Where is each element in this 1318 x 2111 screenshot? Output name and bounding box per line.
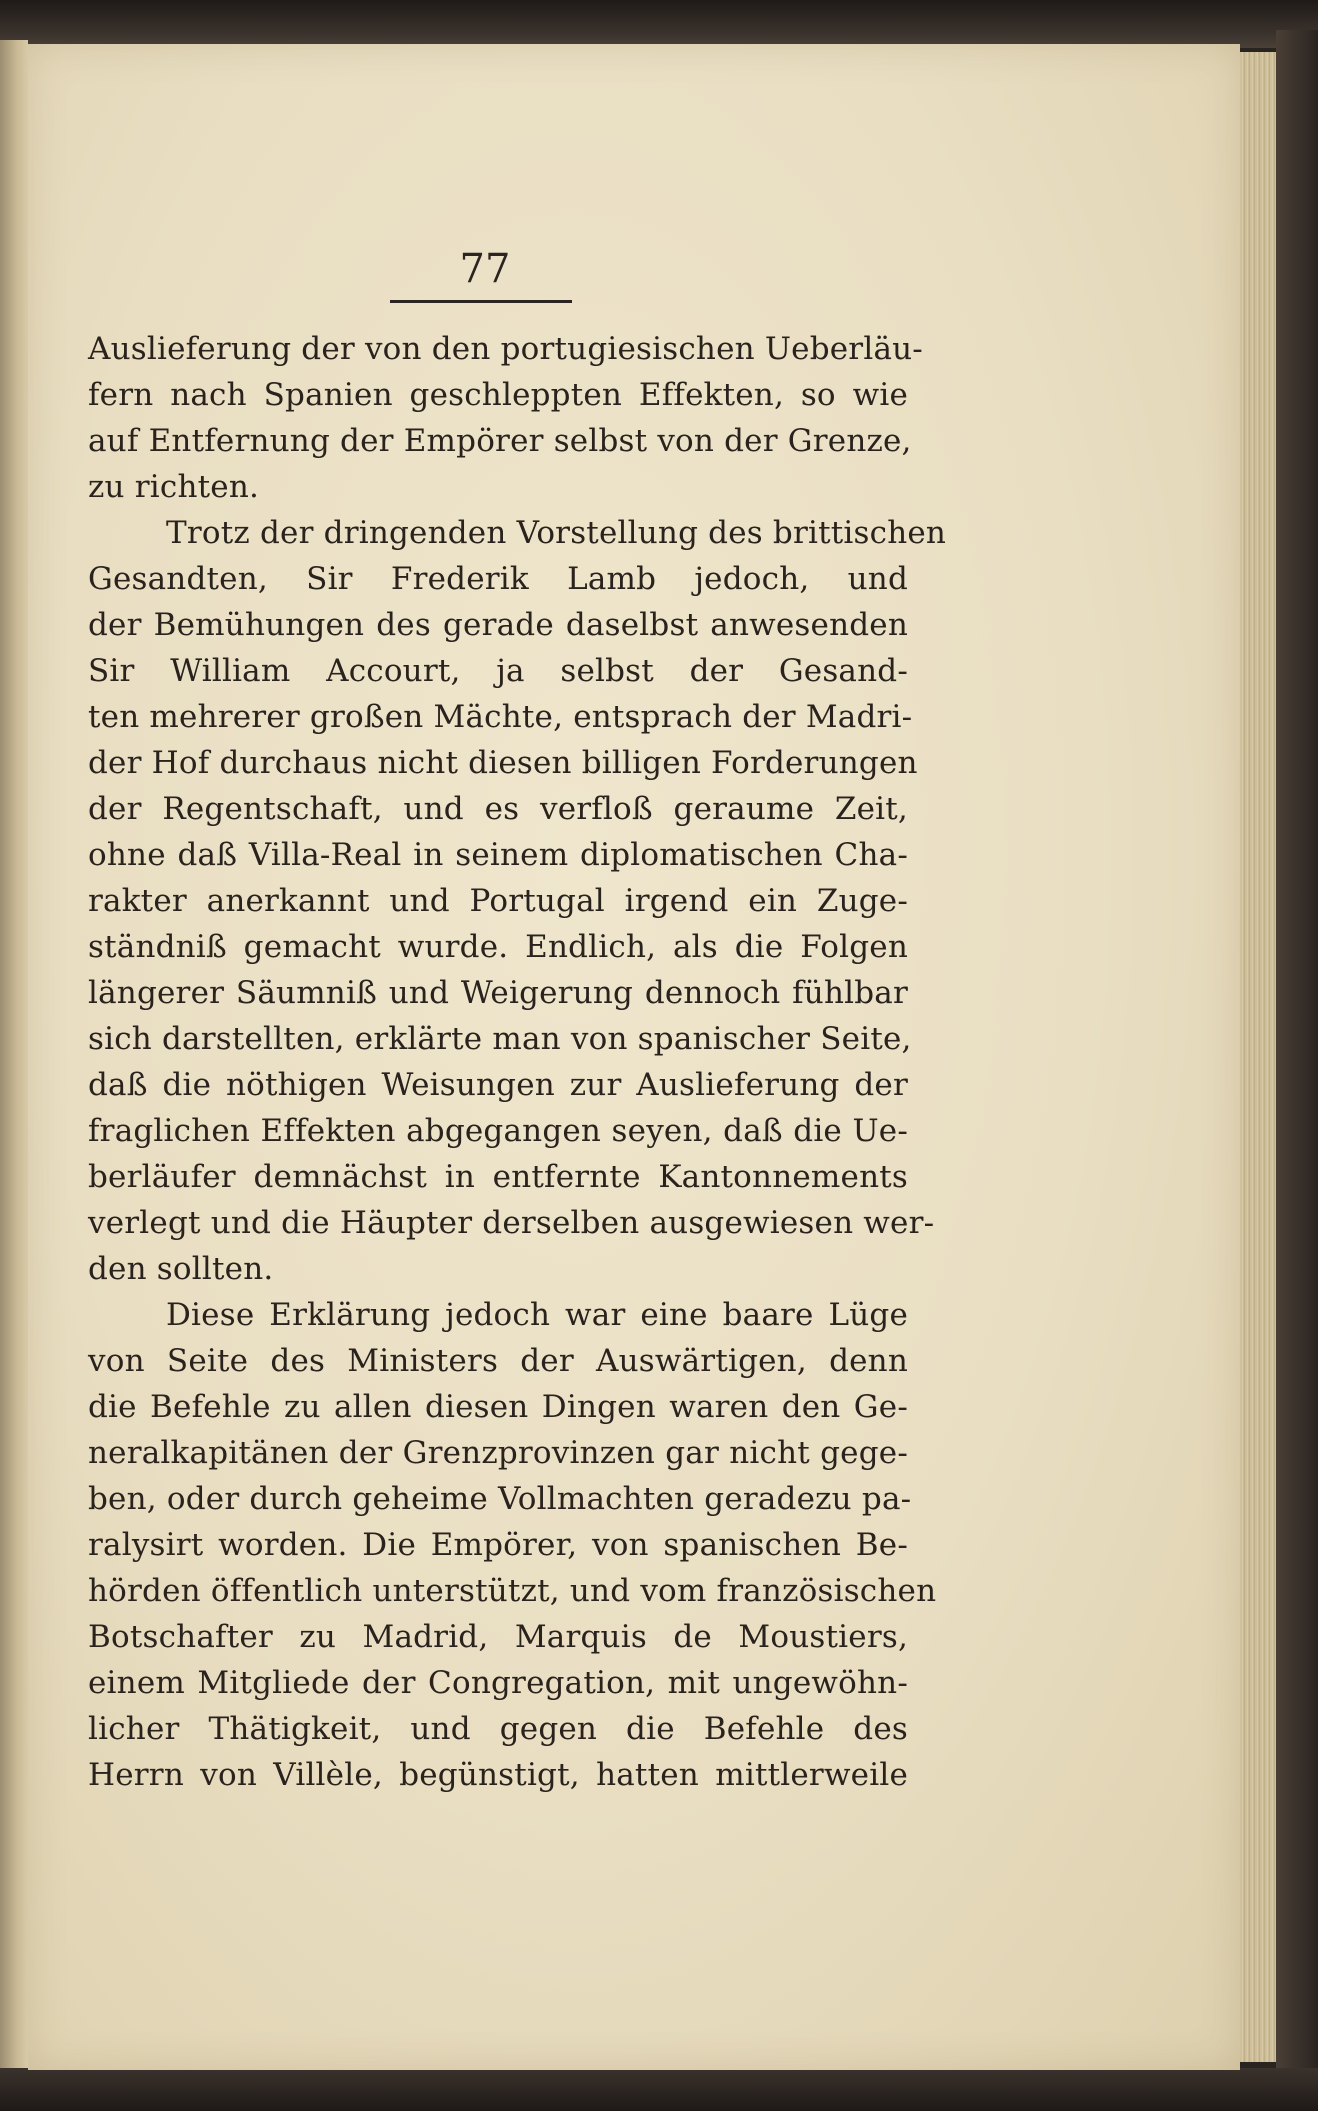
text-line: Sir William Accourt, ja selbst der Gesand- (88, 653, 908, 689)
text-line: zu richten. (88, 469, 260, 505)
text-line: neralkapitänen der Grenzprovinzen gar nicht gege- (88, 1435, 908, 1471)
text-line: ralysirt worden. Die Empörer, von spanischen Be- (88, 1527, 908, 1563)
text-line: hörden öffentlich unterstützt, und vom französischen (88, 1573, 937, 1609)
text-line: einem Mitgliede der Congregation, mit ungewöhn- (88, 1665, 908, 1701)
text-line: den sollten. (88, 1251, 274, 1287)
text-line: der Bemühungen des gerade daselbst anwesenden (88, 607, 908, 643)
text-line: Gesandten, Sir Frederik Lamb jedoch, und (88, 561, 908, 597)
text-line: licher Thätigkeit, und gegen die Befehle des (88, 1711, 908, 1747)
text-line: die Befehle zu allen diesen Dingen waren den Ge- (88, 1389, 908, 1425)
text-line: daß die nöthigen Weisungen zur Auslieferung der (88, 1067, 908, 1103)
text-line: verlegt und die Häupter derselben ausgewiesen wer- (88, 1205, 935, 1241)
header-rule (390, 300, 572, 303)
text-line: ohne daß Villa-Real in seinem diplomatischen Cha- (88, 837, 908, 873)
text-line: ben, oder durch geheime Vollmachten geradezu pa- (88, 1481, 912, 1517)
text-line: der Regentschaft, und es verfloß geraume Zeit, (88, 791, 908, 827)
text-line: längerer Säumniß und Weigerung dennoch fühlbar (88, 975, 908, 1011)
text-line: Diese Erklärung jedoch war eine baare Lüge (166, 1297, 908, 1333)
text-line: der Hof durchaus nicht diesen billigen Forderungen (88, 745, 918, 781)
text-line: auf Entfernung der Empörer selbst von der Grenze, (88, 423, 912, 459)
text-line: rakter anerkannt und Portugal irgend ein Zuge- (88, 883, 908, 919)
text-line: fern nach Spanien geschleppten Effekten, so wie (88, 377, 908, 413)
text-line: Herrn von Villèle, begünstigt, hatten mittlerweile (88, 1757, 908, 1793)
text-line: Trotz der dringenden Vorstellung des brittischen (166, 515, 947, 551)
text-line: Auslieferung der von den portugiesischen Ueberläu- (88, 331, 923, 367)
facing-page-edge (0, 40, 28, 2080)
body-text (88, 326, 947, 1798)
text-line: ten mehrerer großen Mächte, entsprach der Madri- (88, 699, 913, 735)
binding-bottom-edge (0, 2068, 1318, 2111)
text-line: fraglichen Effekten abgegangen seyen, daß die Ue- (88, 1113, 908, 1149)
book-cover-edge (1276, 30, 1318, 2080)
page-number: 77 (459, 246, 511, 292)
text-line: Botschafter zu Madrid, Marquis de Moustiers, (88, 1619, 908, 1655)
text-line: sich darstellten, erklärte man von spanischer Seite, (88, 1021, 912, 1057)
text-line: berläufer demnächst in entfernte Kantonnements (88, 1159, 908, 1195)
binding-top-edge (0, 0, 1318, 48)
text-line: von Seite des Ministers der Auswärtigen, denn (88, 1343, 908, 1379)
text-line: ständniß gemacht wurde. Endlich, als die Folgen (88, 929, 908, 965)
